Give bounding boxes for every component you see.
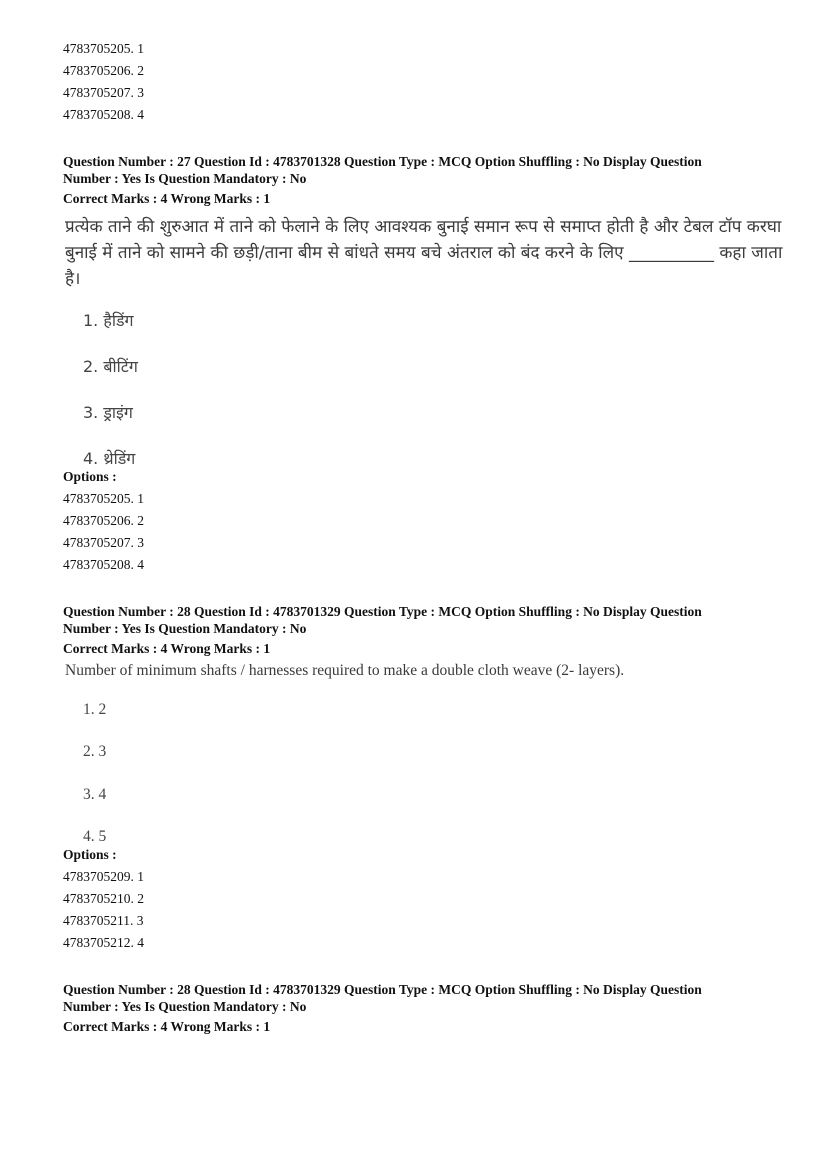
question-header-line2: Number : Yes Is Question Mandatory : No bbox=[63, 998, 307, 1014]
option-id: 4783705205. 1 bbox=[63, 41, 144, 56]
answer-choice-2: 2. बीटिंग bbox=[83, 357, 138, 376]
options-label: Options : bbox=[63, 847, 117, 862]
question-text: प्रत्येक ताने की शुरुआत में ताने को फेलाने के लिए आवश्यक बुनाई समान रूप से समाप्त होती है और टेबल टॉप करघा बुनाई में ताने को सामने की छड़ी/ताना बीम से बांधते समय बचे अंतराल को बंद करने के लिए __________ कहा जाता है। bbox=[65, 217, 783, 289]
answer-choice-1: 1. हैडिंग bbox=[83, 311, 134, 330]
option-id: 4783705210. 2 bbox=[63, 891, 144, 906]
options-label: Options : bbox=[63, 469, 117, 484]
answer-choice-3: 3. ड्राइंग bbox=[83, 403, 133, 422]
question-header-line1: Question Number : 28 Question Id : 4783701329 Question Type : MCQ Option Shuffling : No Display Question bbox=[63, 604, 702, 619]
question-header-line2: Number : Yes Is Question Mandatory : No bbox=[63, 620, 307, 636]
answer-choice-3: 3. 4 bbox=[83, 786, 107, 803]
question-marks: Correct Marks : 4 Wrong Marks : 1 bbox=[63, 1019, 271, 1034]
option-id: 4783705206. 2 bbox=[63, 513, 144, 528]
question-header bbox=[63, 154, 783, 187]
option-id: 4783705211. 3 bbox=[63, 913, 144, 928]
option-id: 4783705208. 4 bbox=[63, 557, 144, 572]
option-id: 4783705207. 3 bbox=[63, 85, 144, 100]
question-text: Number of minimum shafts / harnesses required to make a double cloth weave (2- layers). bbox=[65, 662, 625, 679]
option-id: 4783705206. 2 bbox=[63, 63, 144, 78]
question-marks: Correct Marks : 4 Wrong Marks : 1 bbox=[63, 191, 271, 206]
option-id: 4783705212. 4 bbox=[63, 935, 144, 950]
answer-choice-4: 4. 5 bbox=[83, 828, 107, 845]
option-id: 4783705208. 4 bbox=[63, 107, 144, 122]
answer-choice-2: 2. 3 bbox=[83, 743, 107, 760]
answer-choice-1: 1. 2 bbox=[83, 701, 107, 718]
answer-choice-4: 4. थ्रेडिंग bbox=[83, 449, 136, 468]
question-marks: Correct Marks : 4 Wrong Marks : 1 bbox=[63, 641, 271, 656]
question-header-line1: Question Number : 28 Question Id : 4783701329 Question Type : MCQ Option Shuffling : No Display Question bbox=[63, 982, 702, 997]
question-header-line2: Number : Yes Is Question Mandatory : No bbox=[63, 170, 307, 186]
option-id: 4783705205. 1 bbox=[63, 491, 144, 506]
option-id: 4783705209. 1 bbox=[63, 869, 144, 884]
question-header bbox=[63, 604, 783, 637]
option-id: 4783705207. 3 bbox=[63, 535, 144, 550]
question-header bbox=[63, 982, 783, 1015]
question-header-line1: Question Number : 27 Question Id : 4783701328 Question Type : MCQ Option Shuffling : No Display Question bbox=[63, 154, 702, 169]
